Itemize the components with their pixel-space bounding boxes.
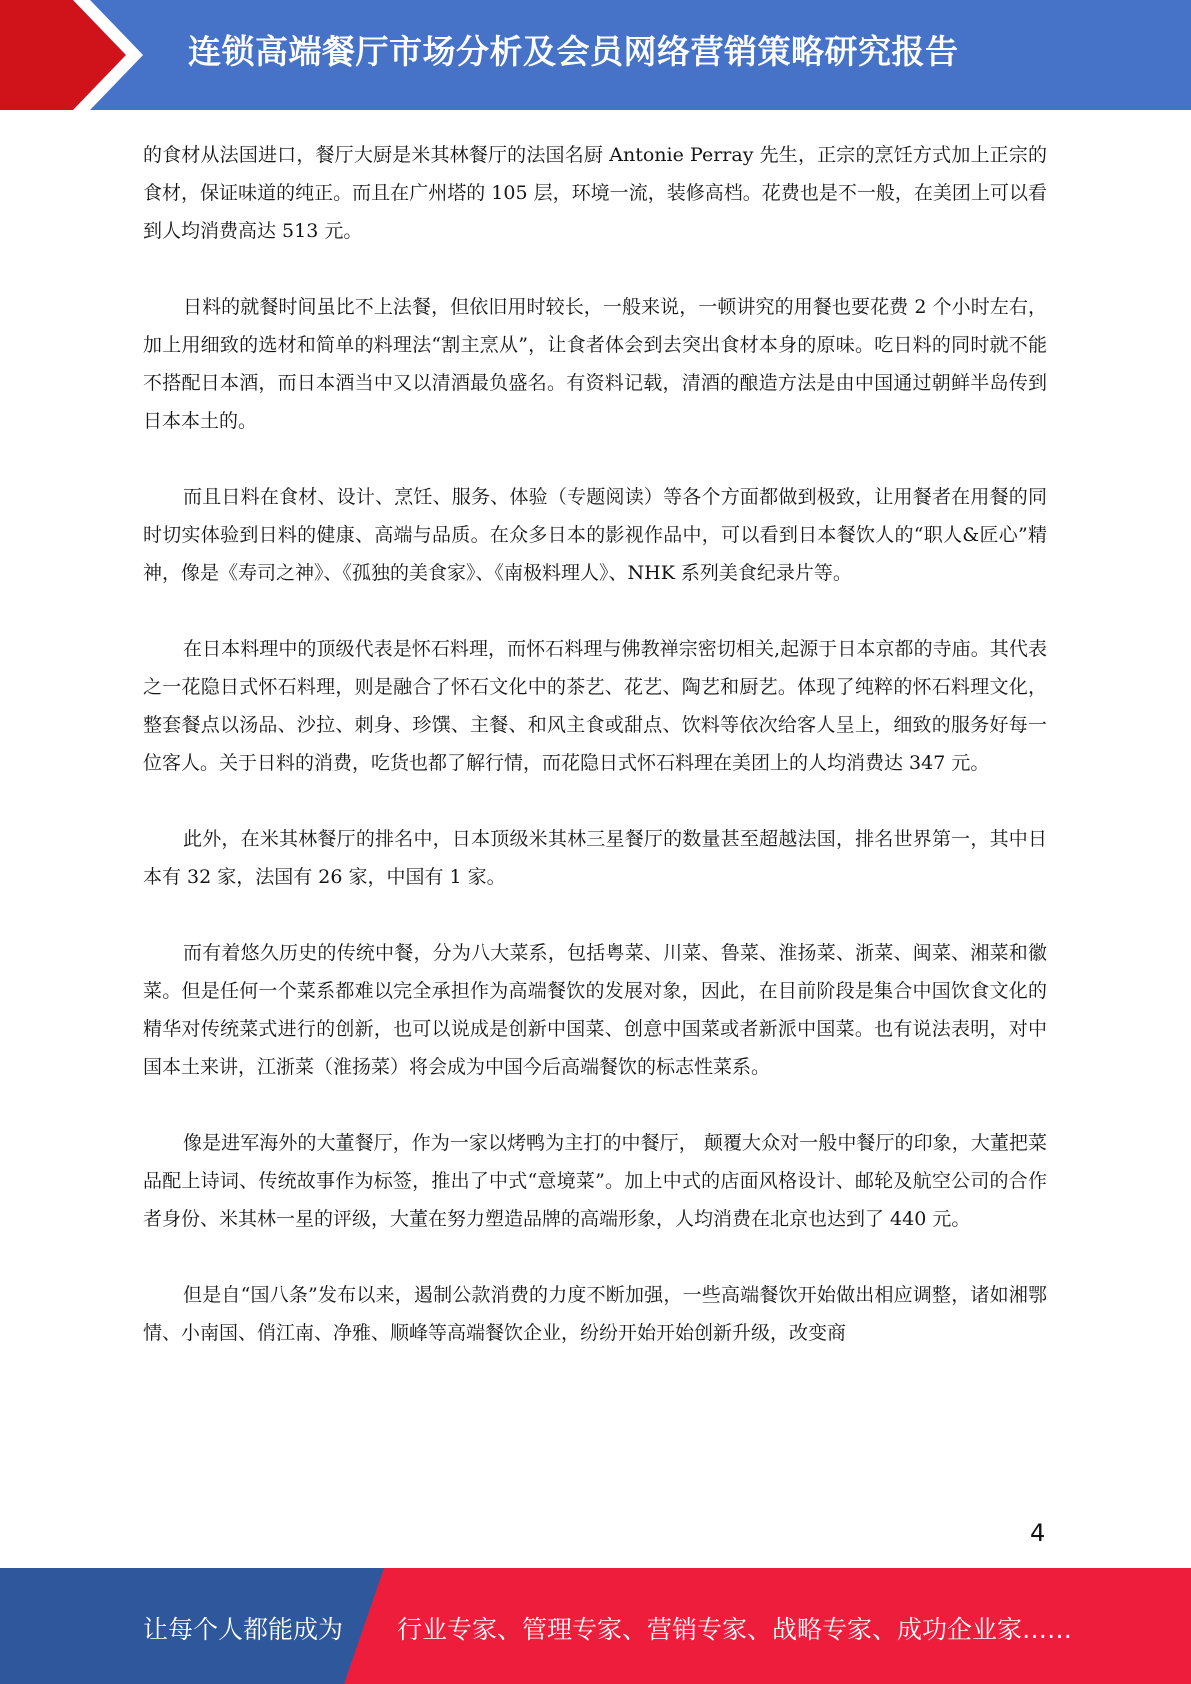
paragraph-1: 的食材从法国进口，餐厅大厨是米其林餐厅的法国名厨 Antonie Perray 先生，正宗的烹饪方式加上正宗的食材，保证味道的纯正。而且在广州塔的 105 层，环境一流，装修高档。花费也是不一般，在美团上可以看到人均消费高达 513 元。 (143, 144, 1047, 242)
header-banner (0, 0, 1191, 110)
page-number: 4 (1030, 1519, 1046, 1547)
paragraph-6: 而有着悠久历史的传统中餐，分为八大菜系，包括粤菜、川菜、鲁菜、淮扬菜、浙菜、闽菜、湘菜和徽菜。但是任何一个菜系都难以完全承担作为高端餐饮的发展对象，因此，在目前阶段是集合中国饮食文化的精华对传统菜式进行的创新，也可以说成是创新中国菜、创意中国菜或者新派中国菜。也有说法表明，对中国本土来讲，江浙菜（淮扬菜）将会成为中国今后高端餐饮的标志性菜系。 (143, 942, 1047, 1078)
paragraph-5: 此外，在米其林餐厅的排名中，日本顶级米其林三星餐厅的数量甚至超越法国，排名世界第一，其中日本有 32 家，法国有 26 家，中国有 1 家。 (143, 828, 1047, 888)
paragraph-3: 而且日料在食材、设计、烹饪、服务、体验（专题阅读）等各个方面都做到极致，让用餐者在用餐的同时切实体验到日料的健康、高端与品质。在众多日本的影视作品中，可以看到日本餐饮人的“职人&匠心”精神，像是《寿司之神》、《孤独的美食家》、《南极料理人》、NHK 系列美食纪录片等。 (143, 486, 1047, 584)
report-title: 连锁高端餐厅市场分析及会员网络营销策略研究报告 (188, 32, 959, 71)
paragraph-4: 在日本料理中的顶级代表是怀石料理，而怀石料理与佛教禅宗密切相关,起源于日本京都的寺庙。其代表之一花隐日式怀石料理，则是融合了怀石文化中的茶艺、花艺、陶艺和厨艺。体现了纯粹的怀石料理文化，整套餐点以汤品、沙拉、刺身、珍馔、主餐、和风主食或甜点、饮料等依次给客人呈上，细致的服务好每一位客人。关于日料的消费，吃货也都了解行情，而花隐日式怀石料理在美团上的人均消费达 347 元。 (143, 638, 1047, 774)
header-red-block (0, 0, 126, 110)
paragraph-8: 但是自“国八条”发布以来，遏制公款消费的力度不断加强，一些高端餐饮开始做出相应调整，诸如湘鄂情、小南国、俏江南、净雅、顺峰等高端餐饮企业，纷纷开始开始创新升级，改变商 (143, 1284, 1047, 1344)
header-arrow-decoration (0, 0, 160, 110)
paragraph-2: 日料的就餐时间虽比不上法餐，但依旧用时较长，一般来说，一顿讲究的用餐也要花费 2 个小时左右，加上用细致的选材和简单的料理法“割主烹从”，让食者体会到去突出食材本身的原味。吃日料的同时就不能不搭配日本酒，而日本酒当中又以清酒最负盛名。有资料记载，清酒的酿造方法是由中国通过朝鲜半岛传到日本本土的。 (143, 296, 1047, 432)
footer-slogan-right: 行业专家、管理专家、营销专家、战略专家、成功企业家…… (397, 1615, 1073, 1644)
footer-slogan-left: 让每个人都能成为 (143, 1615, 344, 1644)
footer-banner (0, 1568, 1191, 1684)
paragraph-7: 像是进军海外的大董餐厅，作为一家以烤鸭为主打的中餐厅， 颠覆大众对一般中餐厅的印象，大董把菜品配上诗词、传统故事作为标签，推出了中式“意境菜”。加上中式的店面风格设计、邮轮及航空公司的合作者身份、米其林一星的评级，大董在努力塑造品牌的高端形象，人均消费在北京也达到了 440 元。 (143, 1132, 1047, 1230)
document-body (143, 136, 1047, 1352)
